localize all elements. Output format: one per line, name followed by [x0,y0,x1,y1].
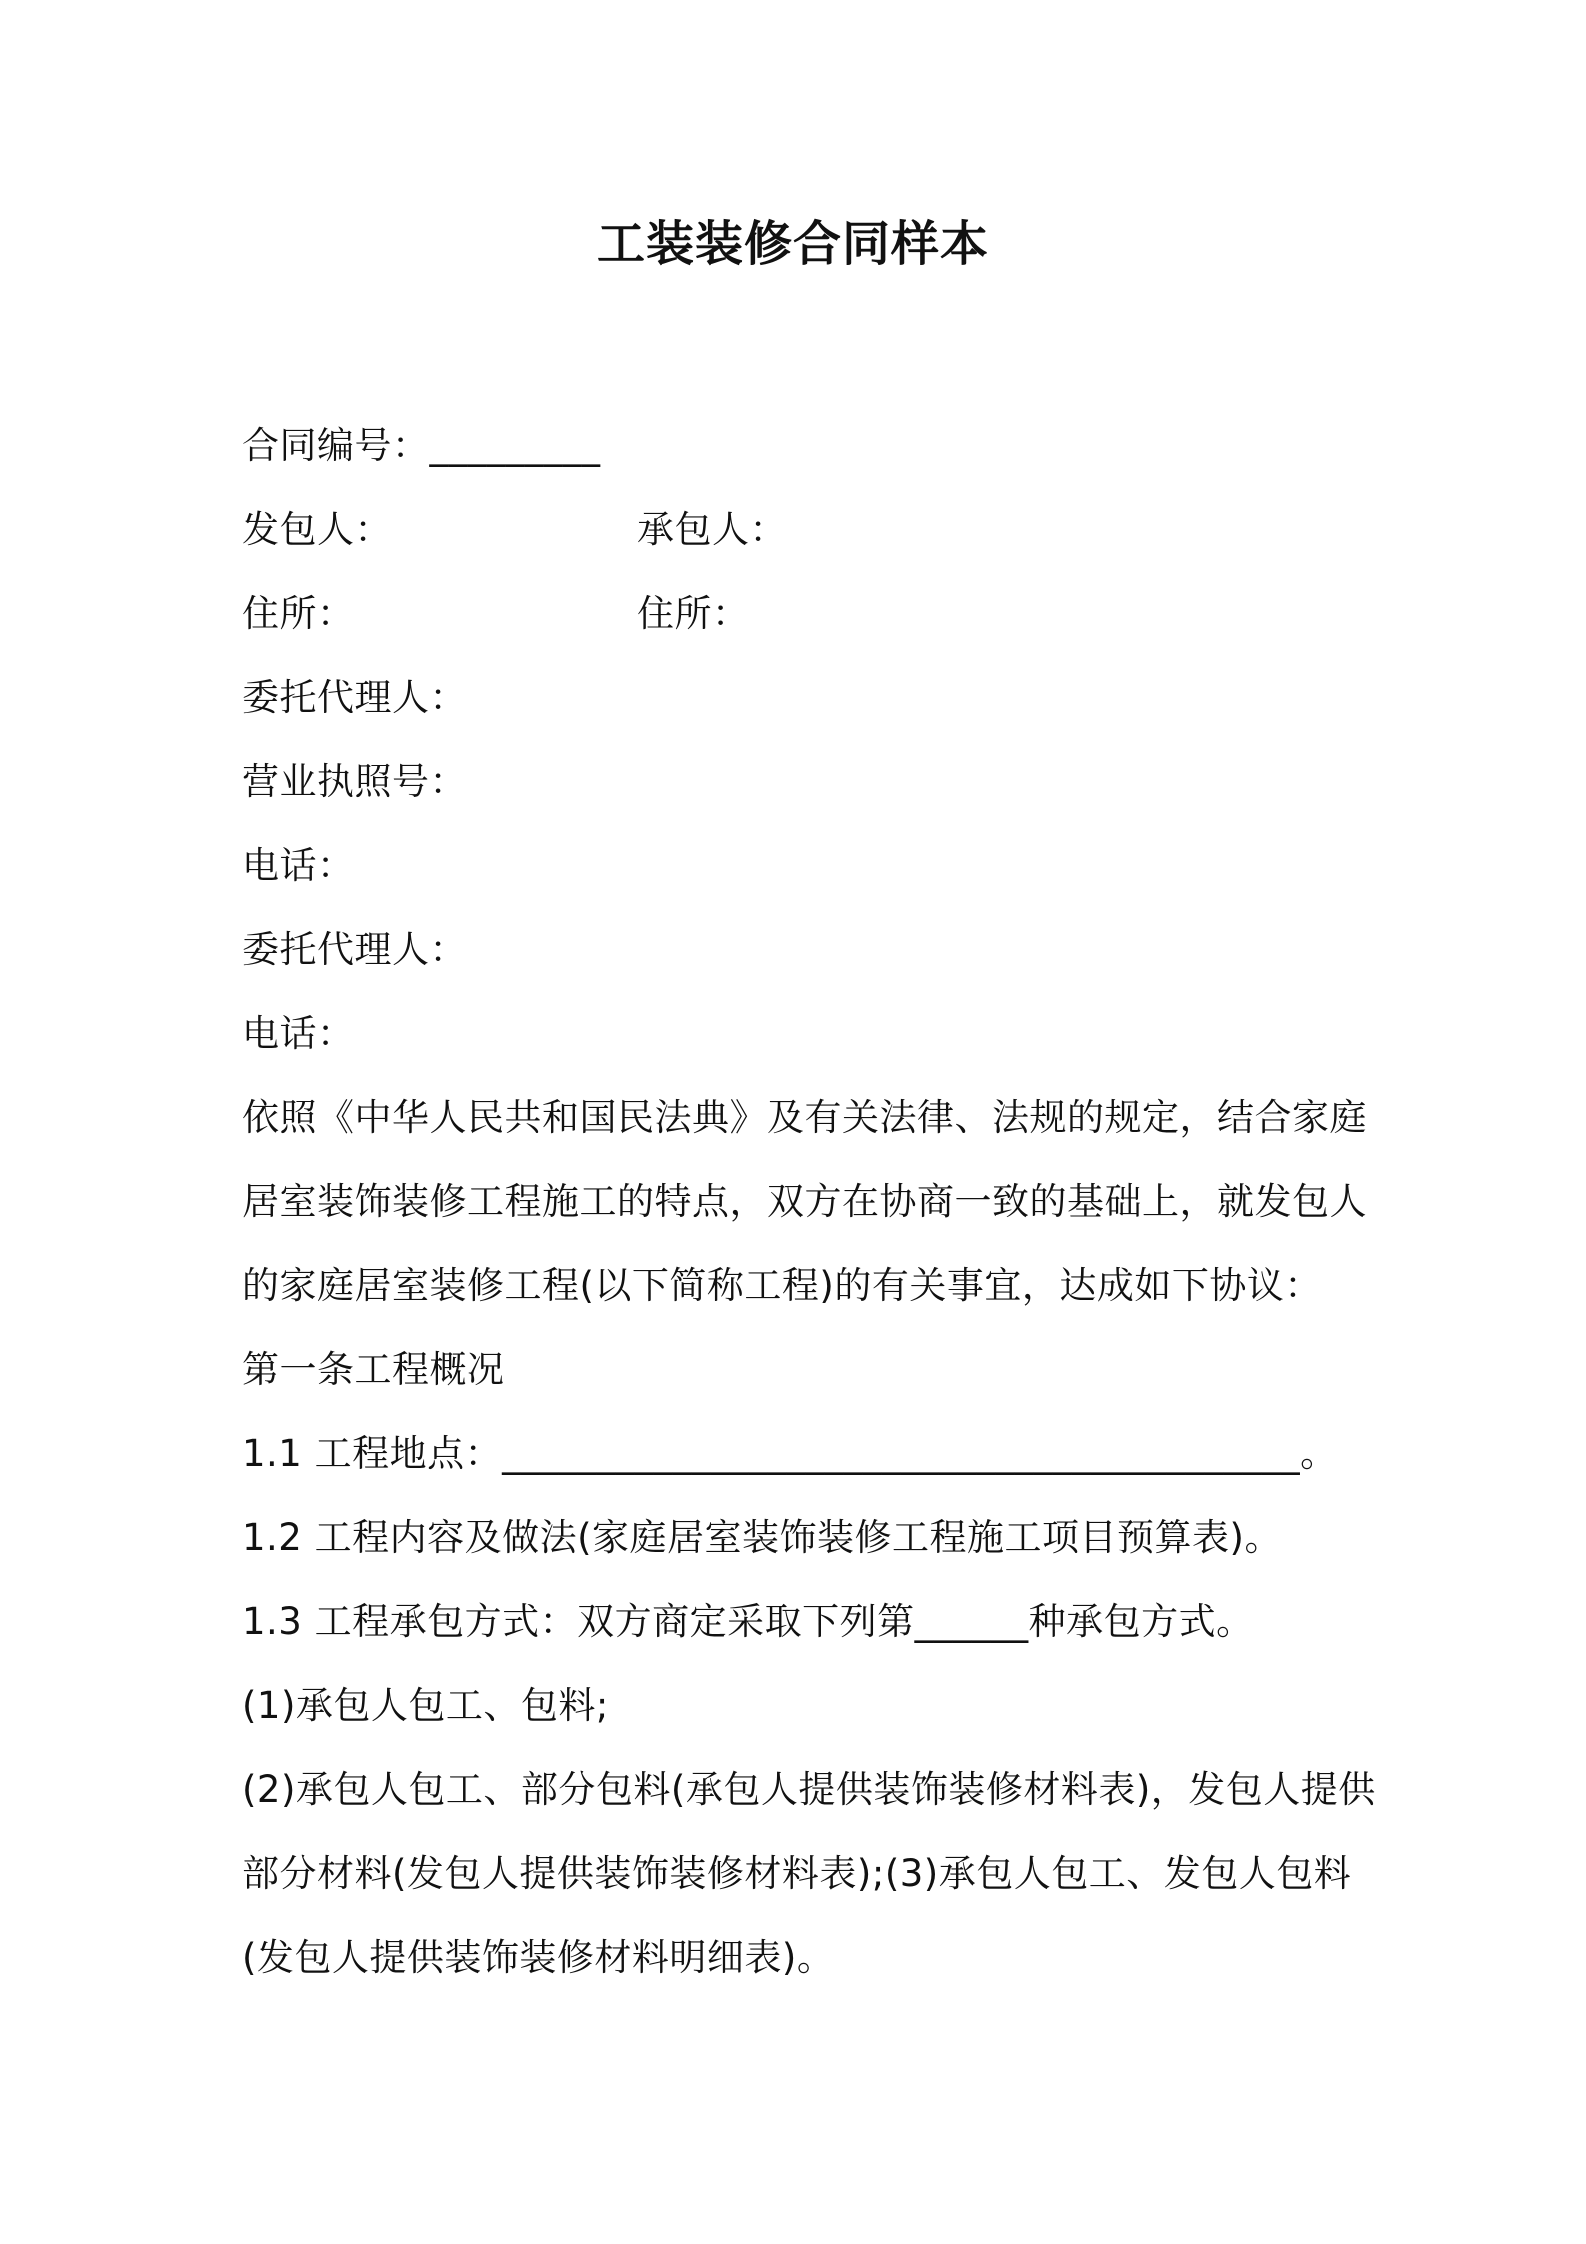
preamble-line-1: 依照《中华人民共和国民法典》及有关法律、法规的规定，结合家庭 [242,1096,1367,1139]
address-row [242,572,1362,656]
item-1-1: 1.1 工程地点：__________________________________________。 [242,1432,1338,1475]
license-line: 营业执照号： [242,760,467,803]
preamble-line-2: 居室装饰装修工程施工的特点，双方在协商一致的基础上，就发包人 [242,1180,1367,1223]
party-b-label: 承包人： [637,508,787,551]
document-title: 工装装修合同样本 [596,216,989,272]
party-a-label: 发包人： [242,508,392,551]
article-1-heading: 第一条工程概况 [242,1348,505,1391]
document-body [242,404,1376,2000]
phone-1-line: 电话： [242,844,355,887]
address-b-label: 住所： [637,592,750,635]
item-1-3: 1.3 工程承包方式：双方商定采取下列第______种承包方式。 [242,1600,1254,1643]
agent-2-line: 委托代理人： [242,928,467,971]
option-line-2: (2)承包人包工、部分包料(承包人提供装饰装修材料表)，发包人提供 [242,1768,1376,1811]
party-row [242,488,1362,572]
contract-number-line: 合同编号：_________ [242,424,601,467]
option-line-1: (1)承包人包工、包料; [242,1684,609,1727]
option-line-4: (发包人提供装饰装修材料明细表)。 [242,1936,835,1979]
address-a-label: 住所： [242,592,355,635]
preamble-line-3: 的家庭居室装修工程(以下简称工程)的有关事宜，达成如下协议： [242,1264,1322,1307]
agent-1-line: 委托代理人： [242,676,467,719]
phone-2-line: 电话： [242,1012,355,1055]
option-line-3: 部分材料(发包人提供装饰装修材料表);(3)承包人包工、发包人包料 [242,1852,1352,1895]
item-1-2: 1.2 工程内容及做法(家庭居室装饰装修工程施工项目预算表)。 [242,1516,1282,1559]
